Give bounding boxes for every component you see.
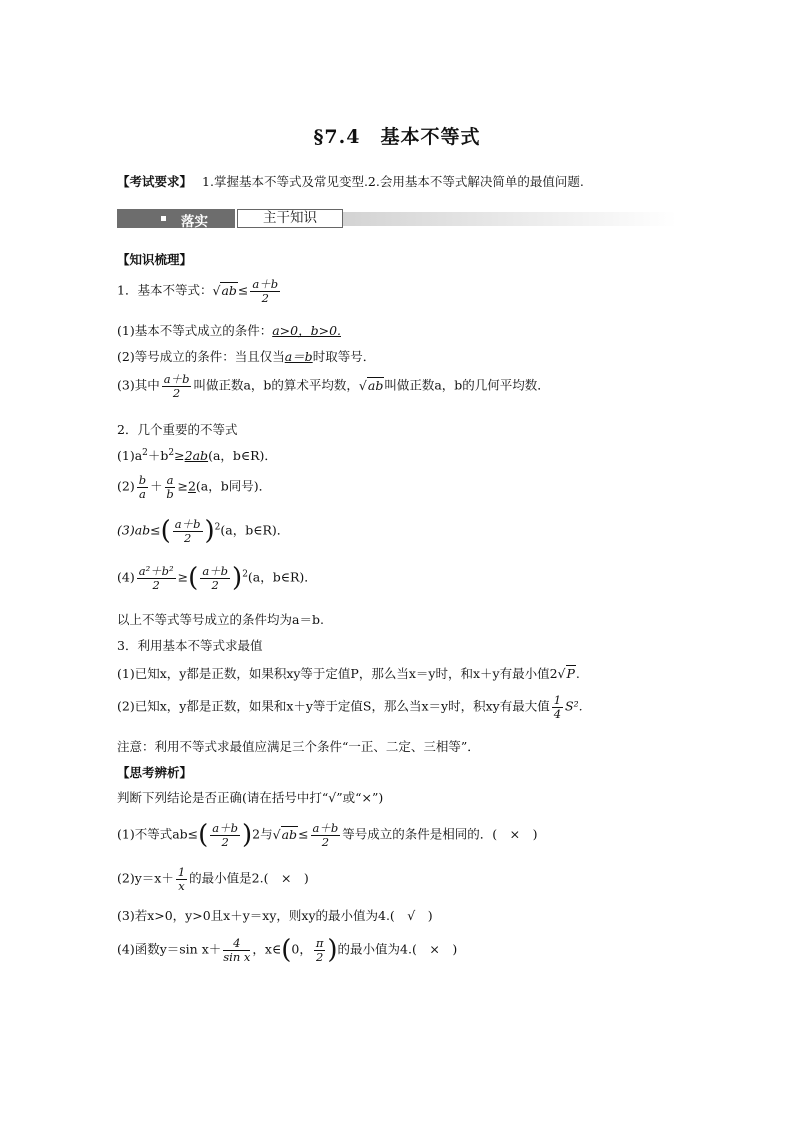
condition-equal: a＝b — [284, 349, 313, 364]
question-3: (3)若x>0，y>0且x＋y＝xy，则xy的最小值为4.( √ ) — [117, 908, 433, 923]
s1-intro: 1．基本不等式： — [117, 282, 213, 298]
requirement-label: 【考试要求】 — [117, 174, 193, 189]
s2-i1: $(1)a^2+b^2\ge 2ab(a$，b∈R)． — [117, 447, 277, 463]
question-4: (4)函数y＝sin x＋ $\frac{4}{\text{sin x}}$ ，x∈(0， $\frac{\pi}{2}$ )的最小值为4.( × ) — [117, 935, 458, 966]
sqrt-ab: √ab — [212, 282, 237, 298]
s1-intro-line — [117, 278, 282, 304]
exam-requirement — [117, 172, 584, 190]
s3-p2: (2)已知x，y都是正数，如果和x＋y等于定值S，那么当x＝y时，积xy有最大值 $\frac{1}{4}$ S². — [117, 693, 583, 721]
s2-i3: (3)ab≤( $\frac{a+b}{2}$ )$^2$(a，b∈R)． — [117, 516, 290, 547]
knowledge-header: 【知识梳理】 — [117, 252, 193, 267]
square-bullet-icon — [161, 216, 166, 221]
sqrt-geo-mean: √ab — [358, 377, 384, 393]
s2-intro: 2．几个重要的不等式 — [117, 422, 238, 437]
s1-p3: (3)其中 $\frac{a+b}{2}$ 叫做正数a，b的算术平均数，√ab叫做正数a，b的几何平均数． — [117, 372, 550, 400]
condition-positive: a>0，b>0. — [272, 323, 341, 338]
s1-p1: (1)基本不等式成立的条件：a>0，b>0. — [117, 323, 341, 338]
page-title: §7.4 基本不等式 — [313, 126, 481, 148]
s3-intro: 3．利用基本不等式求最值 — [117, 638, 263, 653]
s3-p1: (1)已知x，y都是正数，如果积xy等于定值P，那么当x＝y时，和x＋y有最小值2√P. — [117, 666, 580, 681]
question-1: (1)不等式ab≤( $\frac{a+b}{2}$ )2与√ab≤ $\frac{a+b}{2}$ 等号成立的条件是相同的．( × ) — [117, 820, 538, 851]
s1-p2: (2)等号成立的条件：当且仅当a＝b时取等号． — [117, 349, 376, 364]
leq-sign: ≤ — [237, 282, 249, 298]
s2-i2: (2) $\frac{b}{a}$ ＋ $\frac{a}{b}$ ≥2(a，b同号)． — [117, 473, 272, 501]
section-banner — [117, 209, 677, 231]
banner-left-label: 落实 — [181, 214, 208, 230]
requirement-text: 1.掌握基本不等式及常见变型.2.会用基本不等式解决简单的最值问题. — [202, 174, 584, 189]
s2-i4: (4) $\frac{\text{a²＋b²}}{2}$ ≥( $\frac{a+b}{2}$ )$^2$(a，b∈R)． — [117, 563, 317, 594]
think-intro: 判断下列结论是否正确(请在括号中打“√”或“×”) — [117, 790, 384, 805]
banner-gradient — [343, 212, 677, 226]
s2-note: 以上不等式等号成立的条件均为a＝b. — [117, 612, 324, 627]
frac-a-plus-b-over-2: $\frac{a+b}{2}$ — [252, 277, 279, 305]
banner-right-label: 主干知识 — [237, 209, 343, 228]
think-header: 【思考辨析】 — [117, 765, 193, 780]
frac-arith-mean: $\frac{a+b}{2}$ — [163, 372, 190, 400]
s3-note: 注意：利用不等式求最值应满足三个条件“一正、二定、三相等”． — [117, 739, 480, 754]
question-2: (2)y＝x＋ $\frac{1}{x}$ 的最小值是2.( × ) — [117, 865, 309, 893]
banner-dark-bar — [117, 209, 235, 228]
